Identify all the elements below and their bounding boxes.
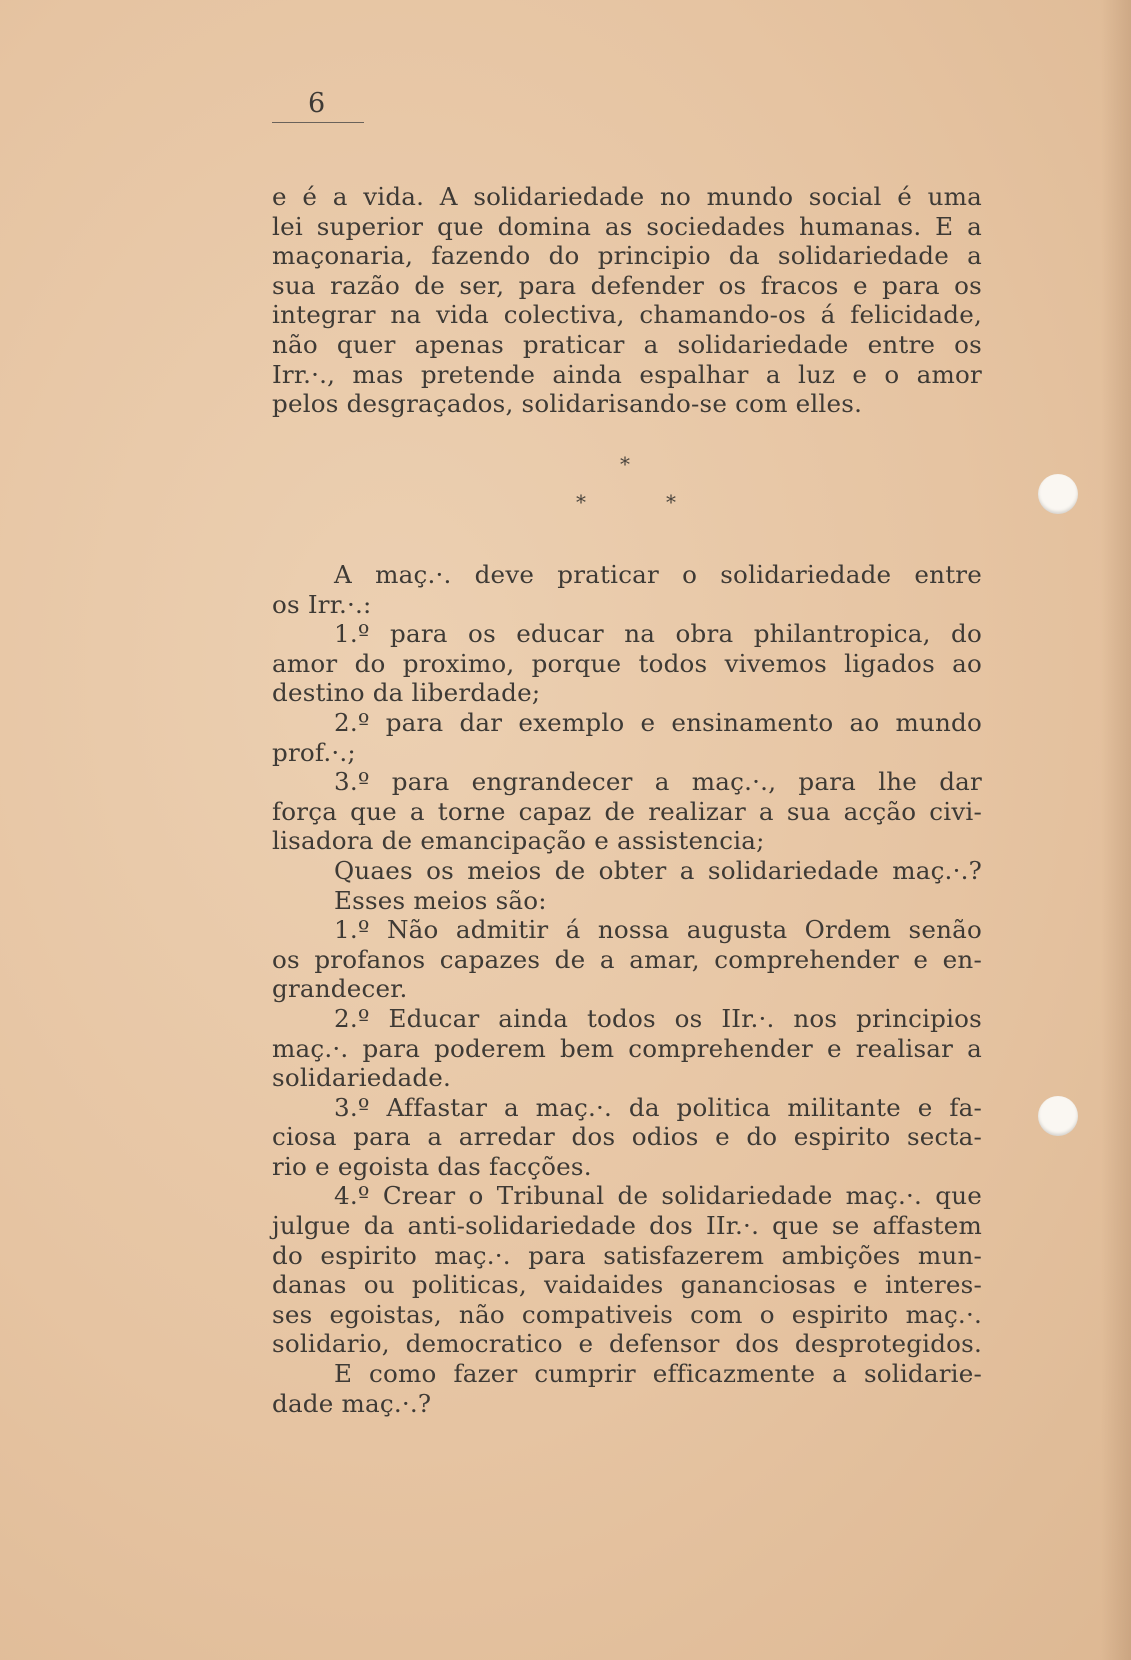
asterism-star: * <box>666 490 676 514</box>
text-line: lei superior que domina as sociedades humanas. E a <box>272 211 982 241</box>
text-line: os Irr.·.: <box>272 589 372 619</box>
header-rule <box>272 122 364 123</box>
text-line: 3.º para engrandecer a maç.·., para lhe dar <box>334 767 982 797</box>
text-line: rio e egoista das facções. <box>272 1151 592 1181</box>
text-line: E como fazer cumprir efficazmente a solidarie- <box>334 1359 982 1389</box>
text-line: Esses meios são: <box>334 885 547 915</box>
text-line: grandecer. <box>272 974 408 1004</box>
text-line: solidario, democratico e defensor dos desprotegidos. <box>272 1329 982 1359</box>
text-line: não quer apenas praticar a solidariedade entre os <box>272 329 982 359</box>
asterism-star: * <box>576 490 586 514</box>
text-line: solidariedade. <box>272 1063 452 1093</box>
text-line: 2.º para dar exemplo e ensinamento ao mundo <box>334 707 982 737</box>
text-line: 3.º Affastar a maç.·. da politica militante e fa- <box>334 1092 982 1122</box>
text-line: danas ou politicas, vaidaides gananciosas e interes- <box>272 1270 982 1300</box>
text-line: ses egoistas, não compativeis com o espirito maç.·. <box>272 1299 982 1329</box>
text-line: do espirito maç.·. para satisfazerem ambições mun- <box>272 1240 982 1270</box>
section-asterism <box>560 452 680 522</box>
text-line: 4.º Crear o Tribunal de solidariedade maç.·. que <box>334 1181 982 1211</box>
text-line: pelos desgraçados, solidarisando-se com elles. <box>272 389 863 419</box>
text-line: julgue da anti-solidariedade dos IIr.·. que se affastem <box>272 1211 982 1241</box>
text-line: amor do proximo, porque todos vivemos ligados ao <box>272 648 982 678</box>
paragraph-1 <box>272 182 982 419</box>
text-line: maçonaria, fazendo do principio da solidariedade a <box>272 241 982 271</box>
text-line: destino da liberdade; <box>272 678 541 708</box>
text-line: A maç.·. deve praticar o solidariedade entre <box>334 560 982 589</box>
asterism-star: * <box>620 452 630 476</box>
text-line: 1.º para os educar na obra philantropica, do <box>334 619 982 649</box>
text-line: ciosa para a arredar dos odios e do espirito secta- <box>272 1122 982 1152</box>
punch-hole <box>1038 474 1078 514</box>
text-line: maç.·. para poderem bem comprehender e realisar a <box>272 1033 982 1063</box>
text-line: integrar na vida colectiva, chamando-os á felicidade, <box>272 300 982 330</box>
text-line: 2.º Educar ainda todos os IIr.·. nos principios <box>334 1003 982 1033</box>
page-number: 6 <box>308 88 326 119</box>
section-2 <box>272 560 982 1418</box>
text-line: e é a vida. A solidariedade no mundo social é uma <box>272 182 982 211</box>
text-line: 1.º Não admitir á nossa augusta Ordem senão <box>334 915 982 945</box>
text-line: prof.·.; <box>272 737 356 767</box>
text-line: força que a torne capaz de realizar a sua acção civi- <box>272 796 982 826</box>
punch-hole <box>1038 1096 1078 1136</box>
text-line: Quaes os meios de obter a solidariedade maç.·.? <box>334 855 982 885</box>
text-line: Irr.·., mas pretende ainda espalhar a luz e o amor <box>272 359 982 389</box>
page-edge-shadow <box>1101 0 1131 1660</box>
text-line: dade maç.·.? <box>272 1388 432 1418</box>
text-line: lisadora de emancipação e assistencia; <box>272 826 765 856</box>
text-line: os profanos capazes de a amar, comprehender e en- <box>272 944 982 974</box>
text-line: sua razão de ser, para defender os fracos e para os <box>272 270 982 300</box>
